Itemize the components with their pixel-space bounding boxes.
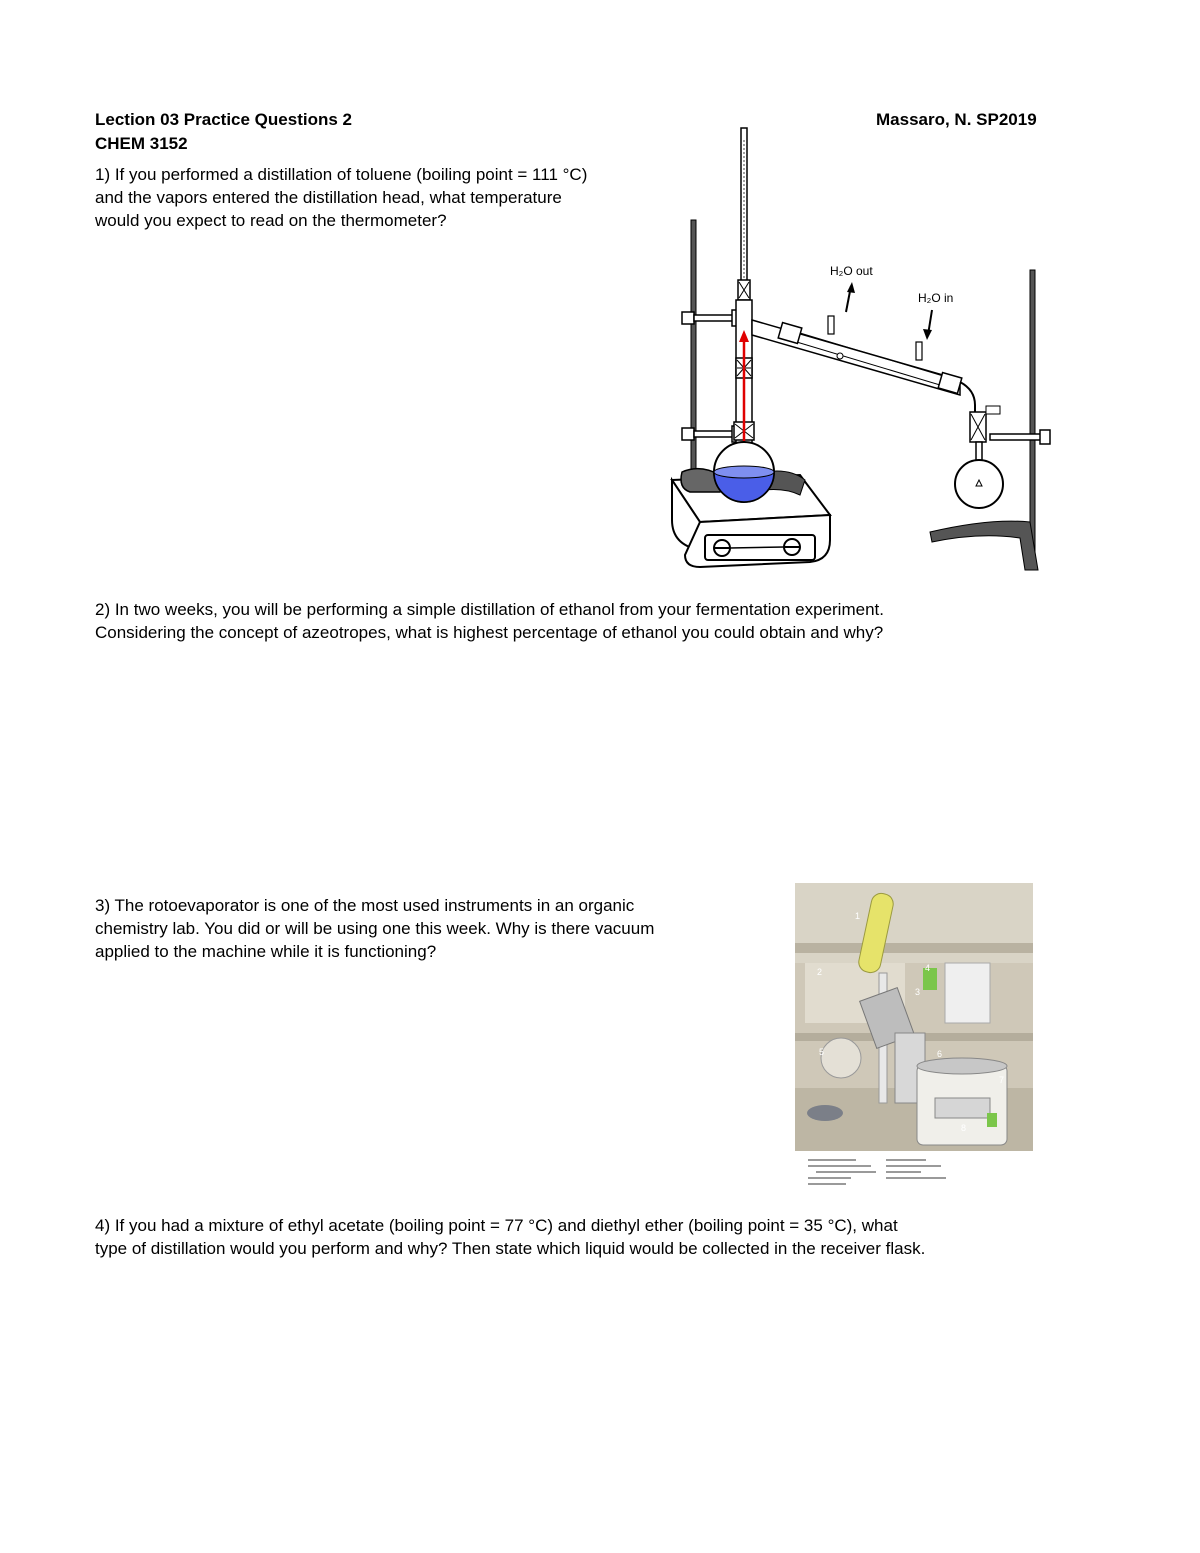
clamp-upper: [682, 310, 744, 326]
water-out-label: H₂O out: [830, 264, 873, 278]
question-3: 3) The rotoevaporator is one of the most used instruments in an organic chemistry lab. You did or will be using one this week. Why is there vacuum applied to the machine while it is functioning?: [95, 896, 655, 961]
boiling-flask: [714, 442, 774, 502]
rotovap-callout: 3: [915, 987, 921, 997]
rotovap-callout: 2: [817, 967, 823, 977]
rotovap-callout: 5: [819, 1047, 825, 1057]
rotovap-caption: [806, 1156, 966, 1196]
question-2: 2) In two weeks, you will be performing a simple distillation of ethanol from your fermentation experiment. Considering the concept of azeotropes, what is highest percentage of ethanol you could obtain and why?: [95, 600, 884, 642]
water-out-indicator: [830, 264, 873, 312]
receiving-flask: [955, 382, 1003, 508]
distillation-apparatus-figure: [660, 120, 1060, 580]
rotovap-callout: 8: [961, 1123, 967, 1133]
rotovap-callout: 6: [937, 1049, 943, 1059]
rotovap-callout: 7: [999, 1075, 1005, 1085]
course-code: CHEM 3152: [95, 134, 188, 153]
rotovap-photo: [795, 883, 1033, 1151]
question-1: 1) If you performed a distillation of toluene (boiling point = 111 °C) and the vapors entered the distillation head, what temperature would you expect to read on the thermometer?: [95, 165, 588, 230]
question-4: 4) If you had a mixture of ethyl acetate (boiling point = 77 °C) and diethyl ether (boiling point = 35 °C), what type of distillation would you perform and why? Then state which liquid would be collected in the receiver flask.: [95, 1216, 926, 1258]
rotovap-callout: 1: [855, 911, 861, 921]
water-in-label: H₂O in: [918, 291, 954, 305]
water-in-indicator: [918, 291, 953, 340]
thermometer: [738, 128, 750, 300]
document-title: Lection 03 Practice Questions 2: [95, 110, 352, 129]
author-term: Massaro, N. SP2019: [876, 110, 1037, 129]
rotovap-callout: 4: [925, 963, 931, 973]
right-ring-stand: [930, 270, 1050, 570]
condenser: [752, 316, 962, 395]
